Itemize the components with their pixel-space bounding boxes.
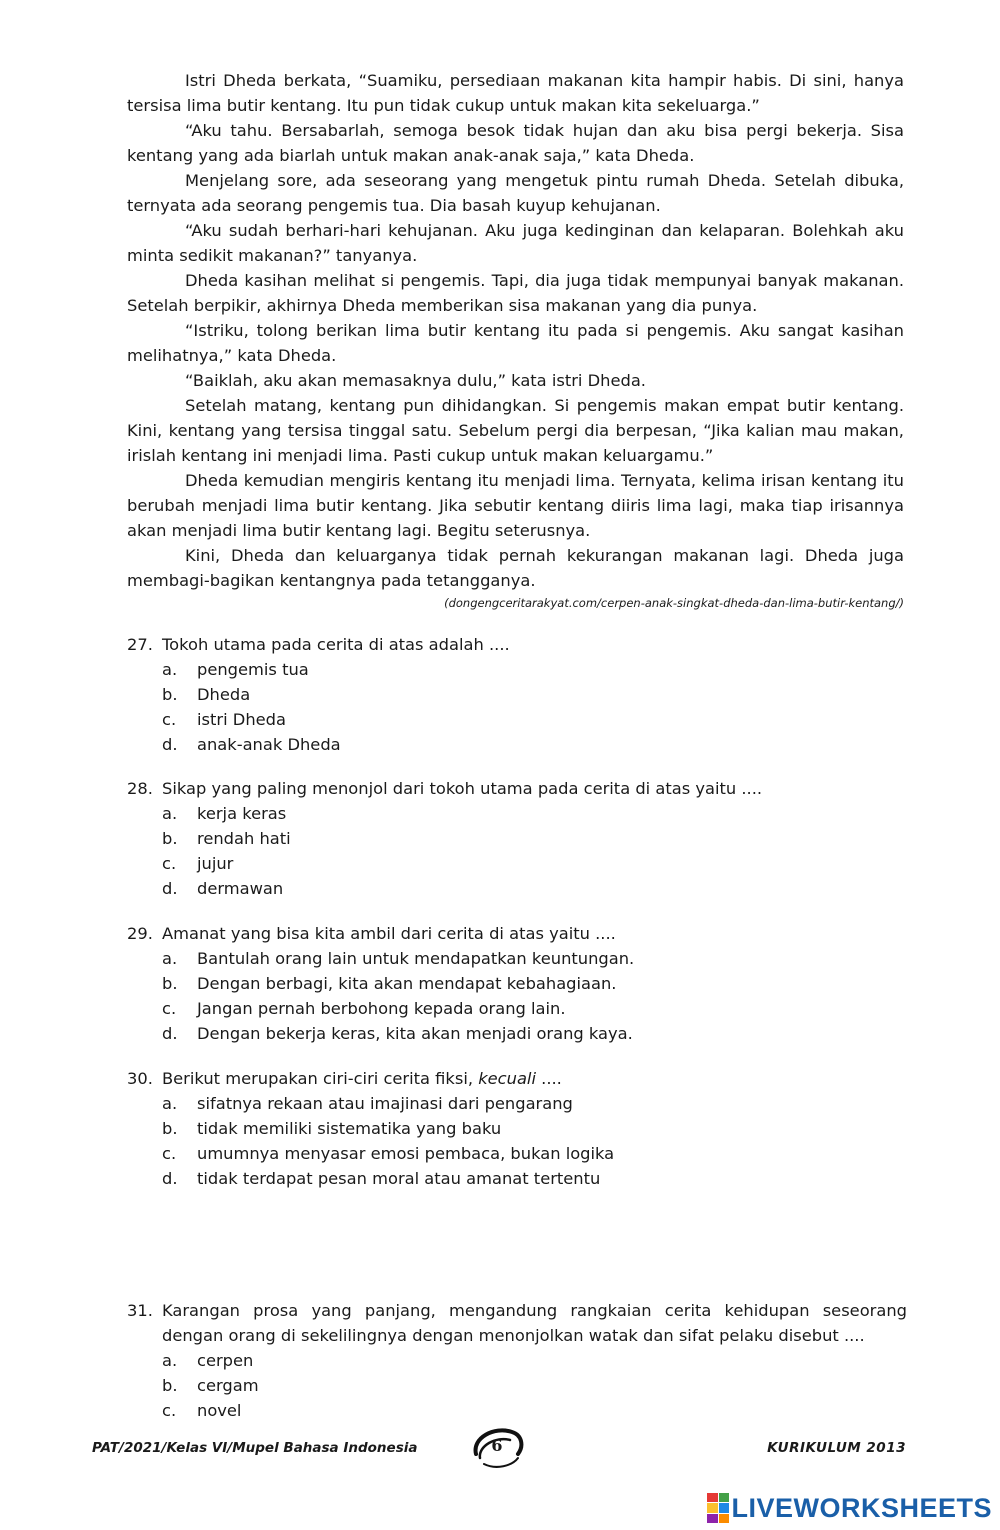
story-paragraph: Setelah matang, kentang pun dihidangkan. Si pengemis makan empat butir kentang. Kini, kentang yang tersisa tinggal satu. Sebelum pergi dia berpesan, “Jika kalian mau makan, irislah kentang ini menjadi lima. Pasti cukup untuk makan keluargamu.” bbox=[127, 396, 904, 465]
story-paragraph: Dheda kasihan melihat si pengemis. Tapi, dia juga tidak mempunyai banyak makanan. Setelah berpikir, akhirnya Dheda memberikan sisa makanan yang dia punya. bbox=[127, 271, 904, 315]
question-text bbox=[162, 1066, 907, 1091]
answer-option[interactable] bbox=[162, 707, 907, 732]
option-text: rendah hati bbox=[197, 829, 291, 848]
story-paragraph: “Baiklah, aku akan memasaknya dulu,” kata istri Dheda. bbox=[185, 371, 646, 390]
question-text: Sikap yang paling menonjol dari tokoh utama pada cerita di atas yaitu .... bbox=[162, 779, 763, 798]
option-letter: a. bbox=[162, 1094, 178, 1113]
page-number: 6 bbox=[491, 1436, 503, 1455]
story-paragraph: Dheda kemudian mengiris kentang itu menjadi lima. Ternyata, kelima irisan kentang itu berubah menjadi lima butir kentang. Jika sebutir kentang diiris lima lagi, maka tiap irisannya akan menjadi lima butir kentang lagi. Begitu seterusnya. bbox=[127, 471, 904, 540]
question-30 bbox=[127, 1066, 907, 1191]
answer-option[interactable] bbox=[162, 1166, 907, 1191]
option-letter: a. bbox=[162, 949, 178, 968]
question-text-part: .... bbox=[535, 1069, 562, 1088]
answer-option[interactable] bbox=[162, 801, 907, 826]
option-text: umumnya menyasar emosi pembaca, bukan logika bbox=[197, 1144, 615, 1163]
answer-option[interactable] bbox=[162, 682, 907, 707]
option-letter: a. bbox=[162, 804, 178, 823]
question-text-part: Berikut merupakan ciri-ciri cerita fiksi, bbox=[162, 1069, 479, 1088]
question-number: 29. bbox=[127, 924, 153, 943]
question-number: 27. bbox=[127, 635, 153, 654]
question-31 bbox=[127, 1298, 907, 1423]
option-text: Dengan bekerja keras, kita akan menjadi orang kaya. bbox=[197, 1024, 633, 1043]
option-letter: b. bbox=[162, 1119, 178, 1138]
option-text: sifatnya rekaan atau imajinasi dari pengarang bbox=[197, 1094, 573, 1113]
option-letter: b. bbox=[162, 685, 178, 704]
answer-option[interactable] bbox=[162, 1116, 907, 1141]
answer-option[interactable] bbox=[162, 657, 907, 682]
option-letter: b. bbox=[162, 829, 178, 848]
answer-option[interactable] bbox=[162, 851, 907, 876]
option-text: kerja keras bbox=[197, 804, 287, 823]
page-number-badge bbox=[466, 1424, 528, 1472]
answer-option[interactable] bbox=[162, 1021, 907, 1046]
option-letter: b. bbox=[162, 974, 178, 993]
answer-option[interactable] bbox=[162, 1398, 907, 1423]
answer-option[interactable] bbox=[162, 1091, 907, 1116]
option-letter: a. bbox=[162, 660, 178, 679]
option-text: dermawan bbox=[197, 879, 284, 898]
option-text: cerpen bbox=[197, 1351, 254, 1370]
option-text: istri Dheda bbox=[197, 710, 286, 729]
option-text: tidak memiliki sistematika yang baku bbox=[197, 1119, 502, 1138]
answer-option[interactable] bbox=[162, 996, 907, 1021]
footer-exam-info: PAT/2021/Kelas VI/Mupel Bahasa Indonesia bbox=[92, 1440, 418, 1456]
option-text: Dengan berbagi, kita akan mendapat kebahagiaan. bbox=[197, 974, 617, 993]
option-letter: c. bbox=[162, 710, 177, 729]
option-text: anak-anak Dheda bbox=[197, 735, 341, 754]
answer-option[interactable] bbox=[162, 1348, 907, 1373]
answer-option[interactable] bbox=[162, 946, 907, 971]
question-keyword: kecuali bbox=[478, 1069, 536, 1088]
option-text: cergam bbox=[197, 1376, 259, 1395]
option-text: Bantulah orang lain untuk mendapatkan keuntungan. bbox=[197, 949, 635, 968]
option-letter: d. bbox=[162, 1024, 178, 1043]
liveworksheets-watermark bbox=[707, 1488, 992, 1528]
option-text: tidak terdapat pesan moral atau amanat tertentu bbox=[197, 1169, 601, 1188]
story-text bbox=[127, 68, 904, 611]
question-number: 31. bbox=[127, 1301, 153, 1320]
answer-option[interactable] bbox=[162, 1373, 907, 1398]
answer-option[interactable] bbox=[162, 732, 907, 757]
option-text: Jangan pernah berbohong kepada orang lain. bbox=[197, 999, 566, 1018]
question-29 bbox=[127, 921, 907, 1046]
answer-option[interactable] bbox=[162, 971, 907, 996]
question-28 bbox=[127, 776, 907, 901]
option-text: pengemis tua bbox=[197, 660, 309, 679]
option-letter: c. bbox=[162, 999, 177, 1018]
footer-curriculum: KURIKULUM 2013 bbox=[767, 1440, 906, 1456]
answer-option[interactable] bbox=[162, 1141, 907, 1166]
story-paragraph: “Aku tahu. Bersabarlah, semoga besok tidak hujan dan aku bisa pergi bekerja. Sisa kentang yang ada biarlah untuk makan anak-anak saja,” kata Dheda. bbox=[127, 121, 904, 165]
option-letter: b. bbox=[162, 1376, 178, 1395]
option-letter: c. bbox=[162, 1401, 177, 1420]
option-letter: c. bbox=[162, 1144, 177, 1163]
story-paragraph: “Aku sudah berhari-hari kehujanan. Aku juga kedinginan dan kelaparan. Bolehkah aku minta sedikit makanan?” tanyanya. bbox=[127, 221, 904, 265]
question-27 bbox=[127, 632, 907, 757]
liveworksheets-logo-icon bbox=[707, 1493, 729, 1523]
story-paragraph: Menjelang sore, ada seseorang yang mengetuk pintu rumah Dheda. Setelah dibuka, ternyata ada seorang pengemis tua. Dia basah kuyup kehujanan. bbox=[127, 171, 904, 215]
question-number: 30. bbox=[127, 1069, 153, 1088]
option-letter: c. bbox=[162, 854, 177, 873]
question-text: Amanat yang bisa kita ambil dari cerita di atas yaitu .... bbox=[162, 924, 616, 943]
option-letter: d. bbox=[162, 879, 178, 898]
answer-option[interactable] bbox=[162, 826, 907, 851]
liveworksheets-wordmark: LIVEWORKSHEETS bbox=[731, 1492, 992, 1523]
option-letter: d. bbox=[162, 735, 178, 754]
option-text: Dheda bbox=[197, 685, 251, 704]
story-paragraph: “Istriku, tolong berikan lima butir kentang itu pada si pengemis. Aku sangat kasihan melihatnya,” kata Dheda. bbox=[127, 321, 904, 365]
question-text: Tokoh utama pada cerita di atas adalah .... bbox=[162, 635, 510, 654]
option-letter: d. bbox=[162, 1169, 178, 1188]
question-number: 28. bbox=[127, 779, 153, 798]
question-text: Karangan prosa yang panjang, mengandung rangkaian cerita kehidupan seseorang dengan orang di sekelilingnya dengan menonjolkan watak dan sifat pelaku disebut .... bbox=[162, 1301, 907, 1345]
story-paragraph: Istri Dheda berkata, “Suamiku, persediaan makanan kita hampir habis. Di sini, hanya tersisa lima butir kentang. Itu pun tidak cukup untuk makan kita sekeluarga.” bbox=[127, 71, 904, 115]
answer-option[interactable] bbox=[162, 876, 907, 901]
story-source: (dongengceritarakyat.com/cerpen-anak-singkat-dheda-dan-lima-butir-kentang/) bbox=[444, 596, 904, 610]
option-text: novel bbox=[197, 1401, 242, 1420]
option-letter: a. bbox=[162, 1351, 178, 1370]
story-paragraph: Kini, Dheda dan keluarganya tidak pernah kekurangan makanan lagi. Dheda juga membagi-bagikan kentangnya pada tetangganya. bbox=[127, 546, 904, 590]
option-text: jujur bbox=[197, 854, 234, 873]
